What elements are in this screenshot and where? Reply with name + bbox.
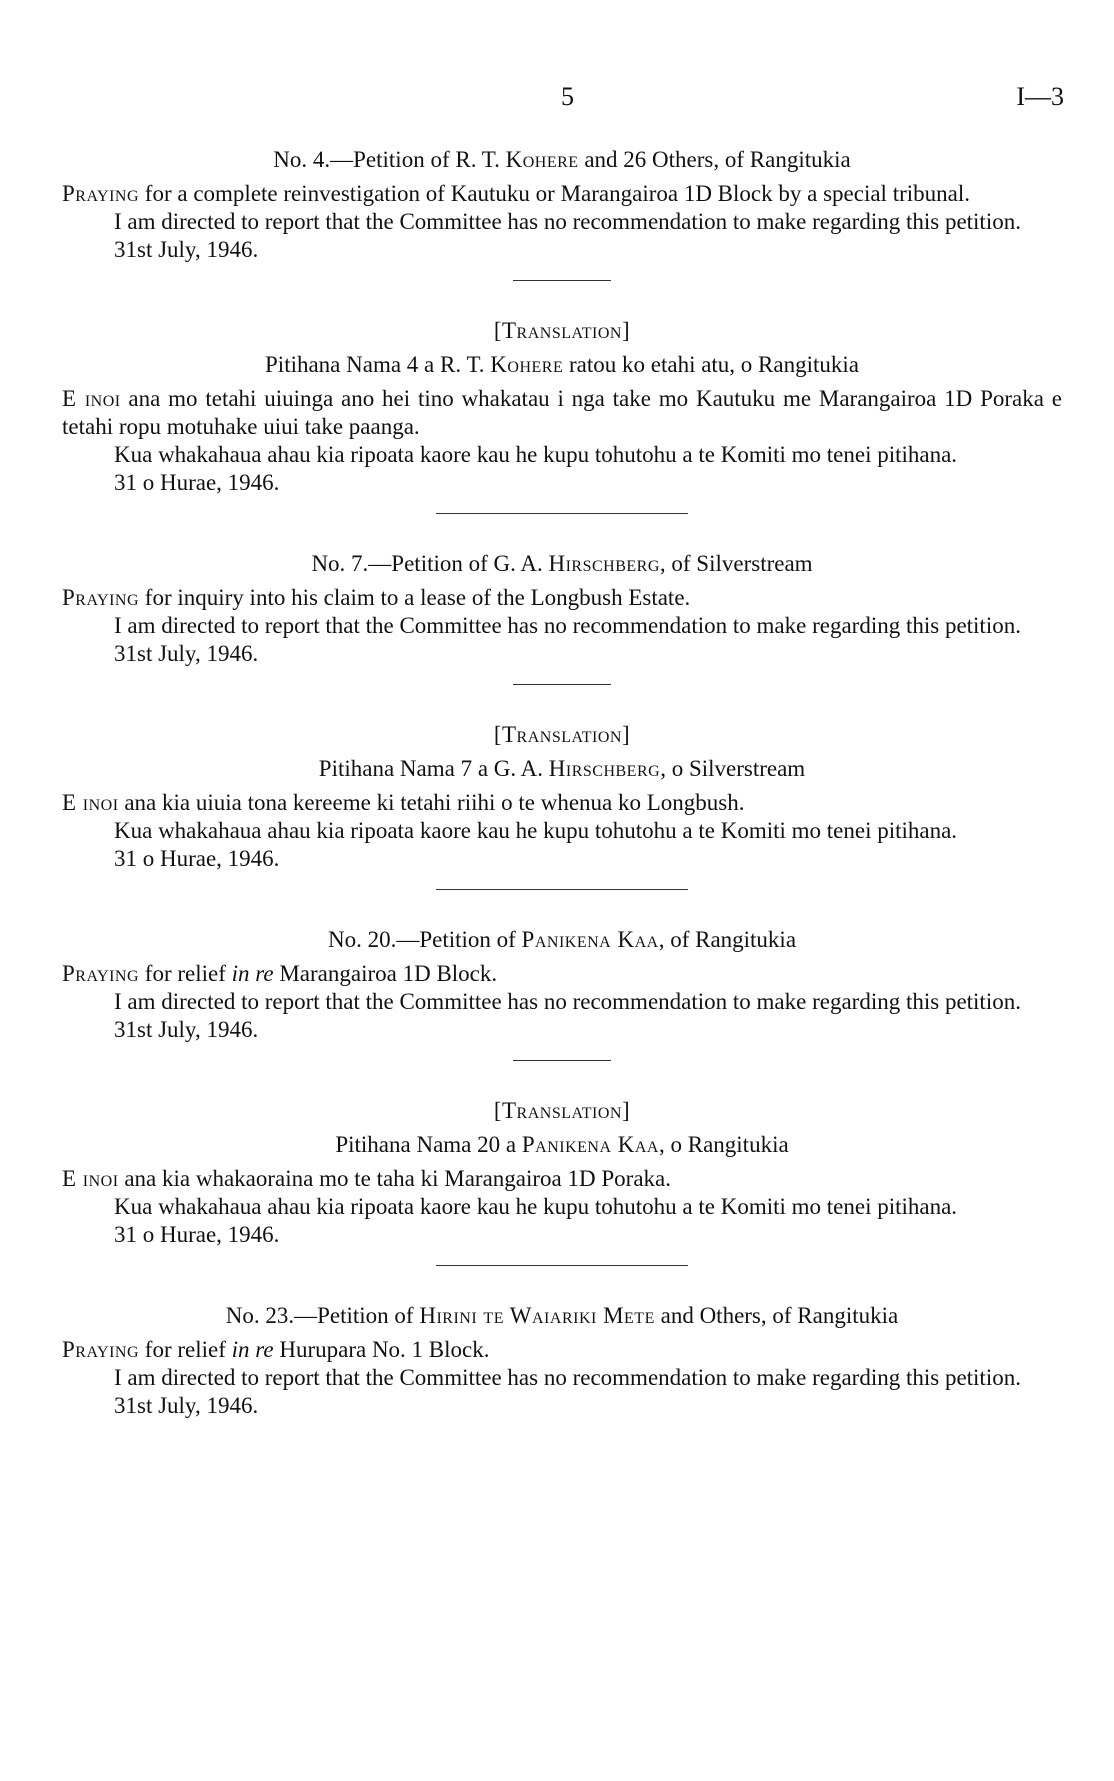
translation-label: [Translation] bbox=[493, 318, 631, 343]
petition-title bbox=[62, 926, 1062, 954]
report-date: 31st July, 1946. bbox=[114, 641, 259, 666]
latin-phrase: in re bbox=[231, 1337, 274, 1362]
petition-title bbox=[62, 755, 1062, 783]
translation-label: [Translation] bbox=[493, 722, 631, 747]
divider-rule bbox=[513, 1060, 611, 1061]
prayer-text: for relief bbox=[139, 961, 232, 986]
divider-rule bbox=[513, 684, 611, 685]
prayer-text-end: Hurupara No. 1 Block. bbox=[273, 1337, 490, 1362]
petition-title bbox=[62, 550, 1062, 578]
petition-title bbox=[62, 146, 1062, 174]
title-prefix: No. 20.—Petition of bbox=[327, 927, 522, 952]
latin-phrase: in re bbox=[231, 961, 274, 986]
committee-report: Kua whakahaua ahau kia ripoata kaore kau he kupu tohutohu a te Komiti mo tenei pitihana. bbox=[114, 1194, 958, 1219]
prayer-text: ana kia whakaoraina mo te taha ki Marangairoa 1D Poraka. bbox=[118, 1166, 671, 1191]
prayer-text: ana kia uiuia tona kereeme ki tetahi riihi o te whenua ko Longbush. bbox=[118, 790, 745, 815]
lead-word: Praying bbox=[62, 961, 140, 986]
petition-prayer bbox=[62, 180, 1062, 208]
divider-rule bbox=[513, 280, 611, 281]
petition-section bbox=[62, 146, 1062, 264]
report-date: 31st July, 1946. bbox=[114, 237, 259, 262]
petitioner-name: Panikena Kaa bbox=[521, 927, 659, 952]
prayer-text: ana mo tetahi uiuinga ano hei tino whakatau i nga take mo Kautuku me Marangairoa 1D Poraka e tetahi ropu motuhake uiui take paanga. bbox=[62, 386, 1062, 439]
petitioner-name: Panikena Kaa bbox=[521, 1132, 659, 1157]
committee-report: Kua whakahaua ahau kia ripoata kaore kau he kupu tohutohu a te Komiti mo tenei pitihana. bbox=[114, 818, 958, 843]
page-number: 5 bbox=[561, 82, 574, 111]
committee-report: I am directed to report that the Committee has no recommendation to make regarding this petition. bbox=[114, 1365, 1021, 1390]
committee-report: I am directed to report that the Committee has no recommendation to make regarding this petition. bbox=[114, 613, 1021, 638]
report-date: 31 o Hurae, 1946. bbox=[114, 846, 280, 871]
title-prefix: No. 7.—Petition of G. A. bbox=[311, 551, 549, 576]
report-date: 31 o Hurae, 1946. bbox=[114, 1222, 280, 1247]
document-code: I—3 bbox=[1016, 82, 1064, 111]
report-date: 31st July, 1946. bbox=[114, 1393, 259, 1418]
petition-prayer bbox=[62, 1165, 1062, 1193]
title-suffix: , o Rangitukia bbox=[658, 1132, 789, 1157]
petition-section bbox=[62, 1302, 1062, 1420]
petition-section bbox=[62, 926, 1062, 1044]
title-prefix: Pitihana Nama 4 a R. T. bbox=[265, 352, 491, 377]
prayer-text: for a complete reinvestigation of Kautuku or Marangairoa 1D Block by a special tribunal. bbox=[139, 181, 970, 206]
committee-report: I am directed to report that the Committee has no recommendation to make regarding this petition. bbox=[114, 989, 1021, 1014]
report-date: 31st July, 1946. bbox=[114, 1017, 259, 1042]
petition-title bbox=[62, 1131, 1062, 1159]
petitioner-name: Kohere bbox=[505, 147, 579, 172]
title-prefix: Pitihana Nama 7 a G. A. bbox=[318, 756, 549, 781]
title-suffix: , o Silverstream bbox=[660, 756, 806, 781]
lead-word: E inoi bbox=[62, 386, 121, 411]
translation-label: [Translation] bbox=[493, 1098, 631, 1123]
petition-prayer bbox=[62, 385, 1062, 441]
petitioner-name: Kohere bbox=[490, 352, 564, 377]
divider-rule bbox=[436, 889, 688, 890]
lead-word: Praying bbox=[62, 585, 140, 610]
title-suffix: ratou ko etahi atu, o Rangitukia bbox=[563, 352, 859, 377]
title-suffix: and Others, of Rangitukia bbox=[654, 1303, 899, 1328]
page-header bbox=[0, 82, 1114, 122]
petition-prayer bbox=[62, 789, 1062, 817]
lead-word: Praying bbox=[62, 1337, 140, 1362]
lead-word: E inoi bbox=[62, 790, 119, 815]
petition-prayer bbox=[62, 960, 1062, 988]
title-suffix: , of Rangitukia bbox=[658, 927, 797, 952]
translation-section bbox=[62, 721, 1062, 873]
petition-section bbox=[62, 550, 1062, 668]
document-body bbox=[62, 146, 1062, 1420]
title-suffix: and 26 Others, of Rangitukia bbox=[578, 147, 851, 172]
petitioner-name: Hirschberg bbox=[548, 756, 661, 781]
title-suffix: , of Silverstream bbox=[659, 551, 813, 576]
title-prefix: No. 4.—Petition of R. T. bbox=[273, 147, 506, 172]
petition-title bbox=[62, 351, 1062, 379]
petitioner-name: Hirini te Waiariki Mete bbox=[419, 1303, 655, 1328]
lead-word: Praying bbox=[62, 181, 140, 206]
petition-prayer bbox=[62, 1336, 1062, 1364]
translation-section bbox=[62, 1097, 1062, 1249]
petition-prayer bbox=[62, 584, 1062, 612]
divider-rule bbox=[436, 513, 688, 514]
petition-title bbox=[62, 1302, 1062, 1330]
report-date: 31 o Hurae, 1946. bbox=[114, 470, 280, 495]
title-prefix: No. 23.—Petition of bbox=[225, 1303, 420, 1328]
committee-report: Kua whakahaua ahau kia ripoata kaore kau he kupu tohutohu a te Komiti mo tenei pitihana. bbox=[114, 442, 958, 467]
prayer-text: for relief bbox=[139, 1337, 232, 1362]
petitioner-name: Hirschberg bbox=[548, 551, 660, 576]
prayer-text: for inquiry into his claim to a lease of the Longbush Estate. bbox=[139, 585, 691, 610]
lead-word: E inoi bbox=[62, 1166, 119, 1191]
committee-report: I am directed to report that the Committee has no recommendation to make regarding this petition. bbox=[114, 209, 1021, 234]
prayer-text-end: Marangairoa 1D Block. bbox=[273, 961, 498, 986]
title-prefix: Pitihana Nama 20 a bbox=[335, 1132, 522, 1157]
translation-section bbox=[62, 317, 1062, 497]
divider-rule bbox=[436, 1265, 688, 1266]
